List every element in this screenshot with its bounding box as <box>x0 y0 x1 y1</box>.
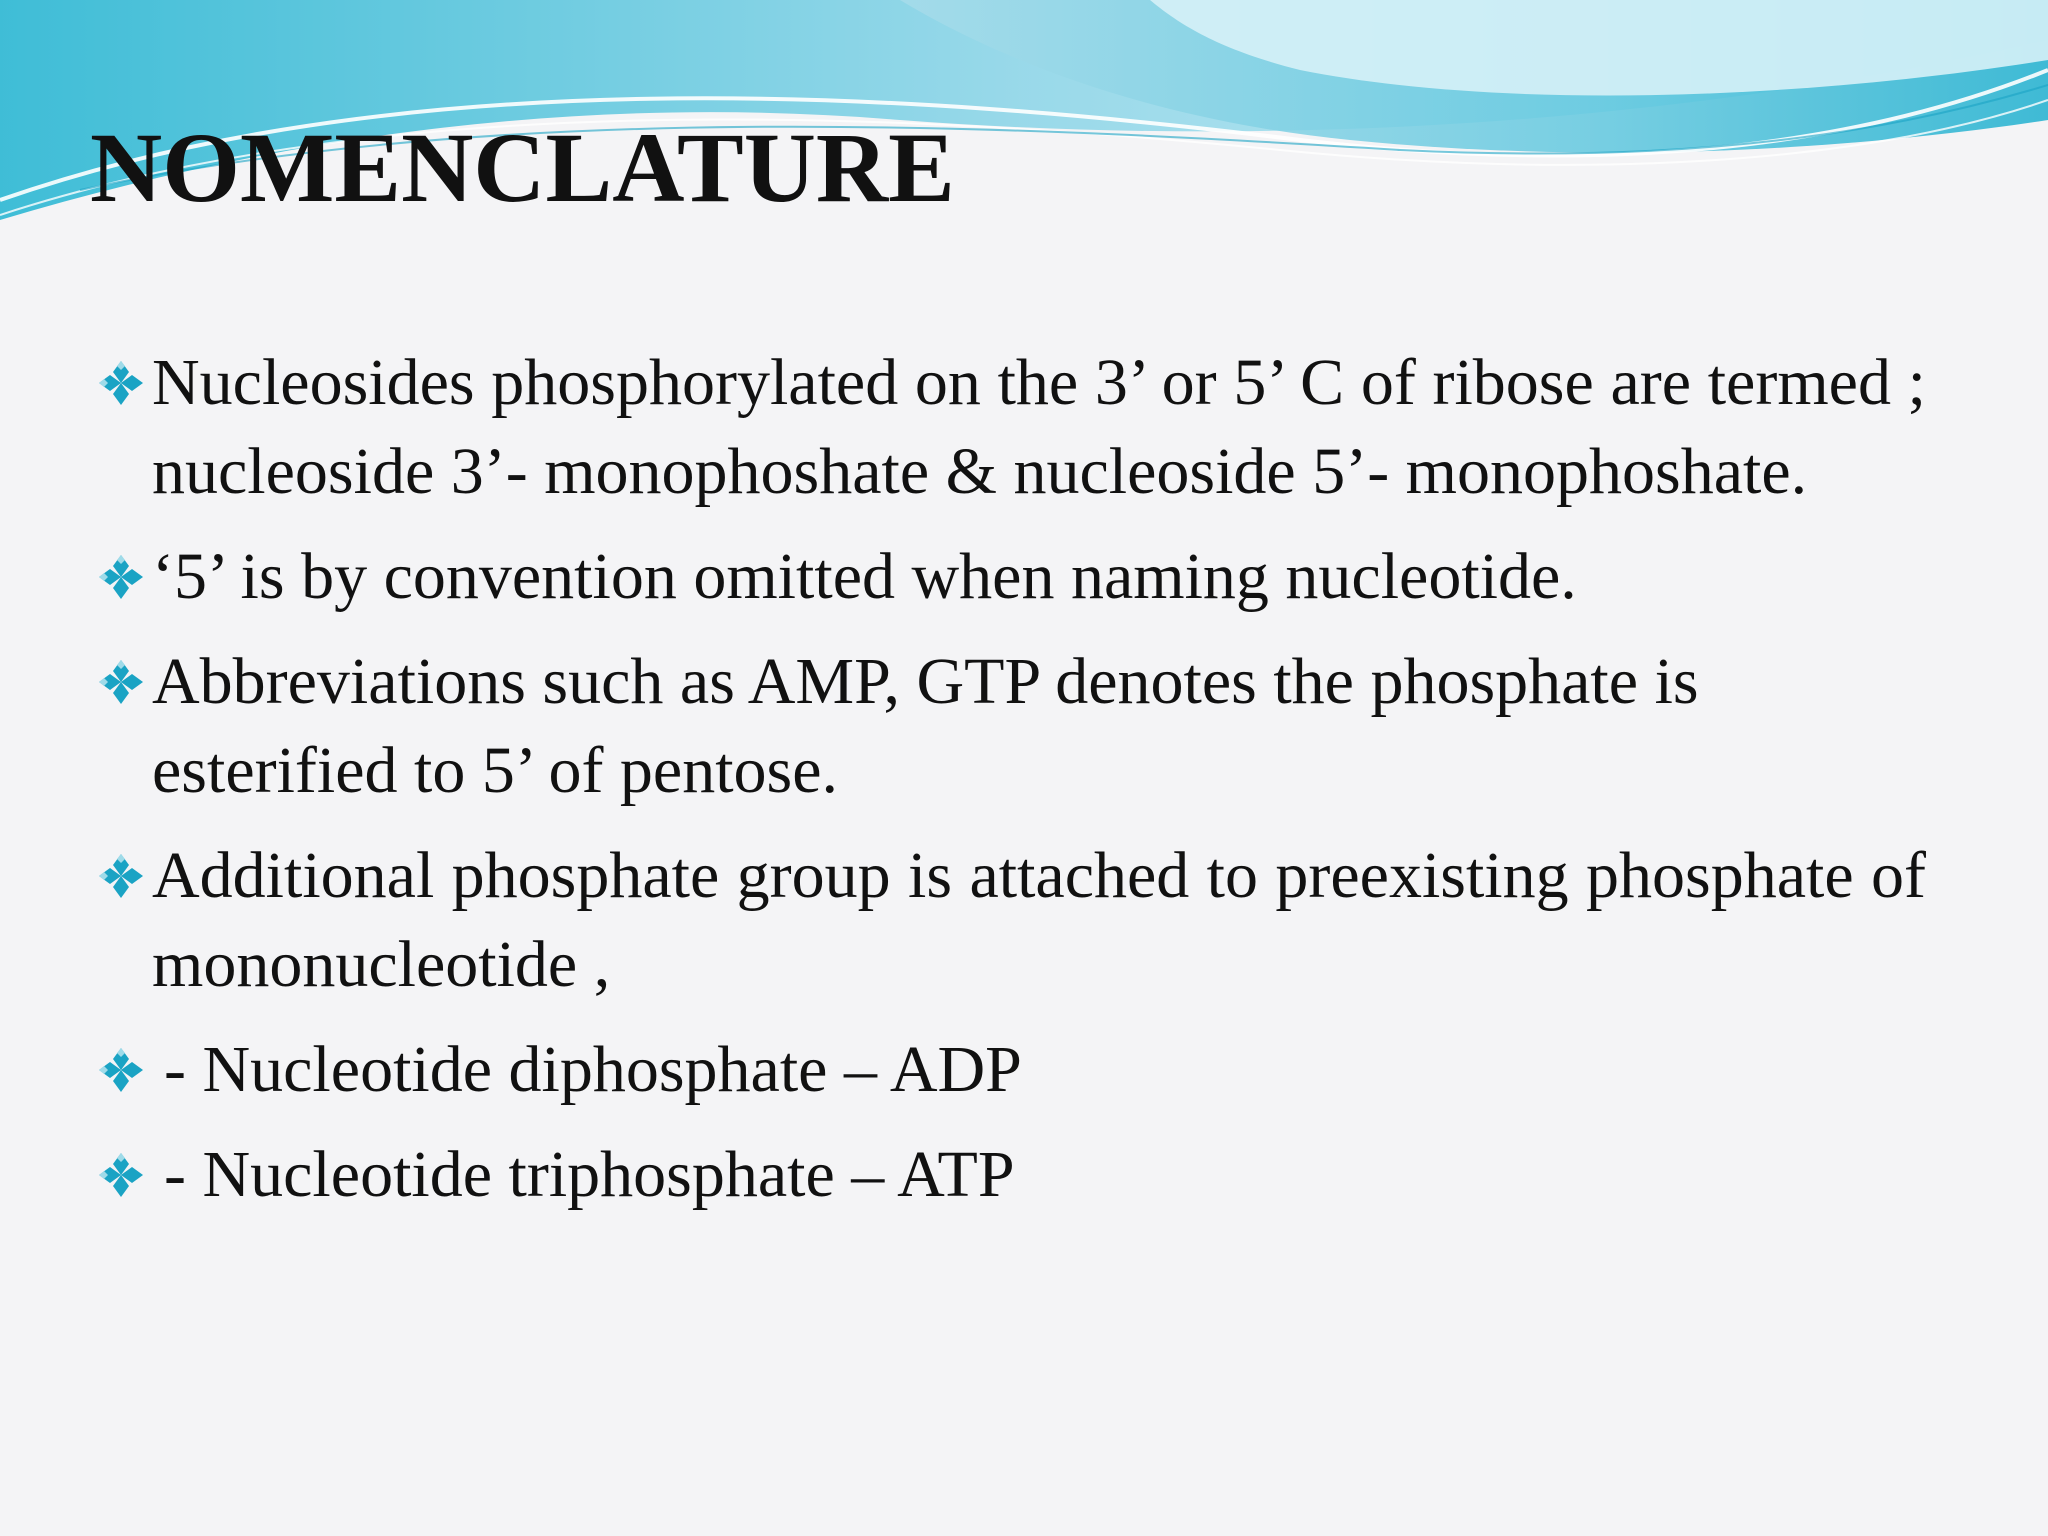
bullet-item <box>96 338 1926 516</box>
bullet-text: - Nucleotide diphosphate – ADP <box>164 1033 1022 1106</box>
bullet-list <box>96 338 1926 1235</box>
bullet-item <box>96 532 1926 621</box>
bullet-item <box>96 831 1926 1009</box>
four-diamond-bullet-icon <box>96 851 146 901</box>
bullet-text: Nucleosides phosphorylated on the 3’ or 5’ C of ribose are termed ; nucleoside 3’- monophoshate & nucleoside 5’- monophoshate. <box>152 346 1926 508</box>
four-diamond-bullet-icon <box>96 552 146 602</box>
bullet-text: ‘5’ is by convention omitted when naming nucleotide. <box>152 540 1577 613</box>
slide-title: NOMENCLATURE <box>90 112 955 223</box>
bullet-text: Additional phosphate group is attached to preexisting phosphate of mononucleotide , <box>152 839 1926 1001</box>
bullet-item <box>96 637 1926 815</box>
bullet-text: - Nucleotide triphosphate – ATP <box>164 1138 1015 1211</box>
four-diamond-bullet-icon <box>96 1045 146 1095</box>
four-diamond-bullet-icon <box>96 1150 146 1200</box>
bullet-text: Abbreviations such as AMP, GTP denotes the phosphate is esterified to 5’ of pentose. <box>152 645 1699 807</box>
bullet-item <box>96 1025 1926 1114</box>
four-diamond-bullet-icon <box>96 657 146 707</box>
bullet-item <box>96 1130 1926 1219</box>
four-diamond-bullet-icon <box>96 358 146 408</box>
